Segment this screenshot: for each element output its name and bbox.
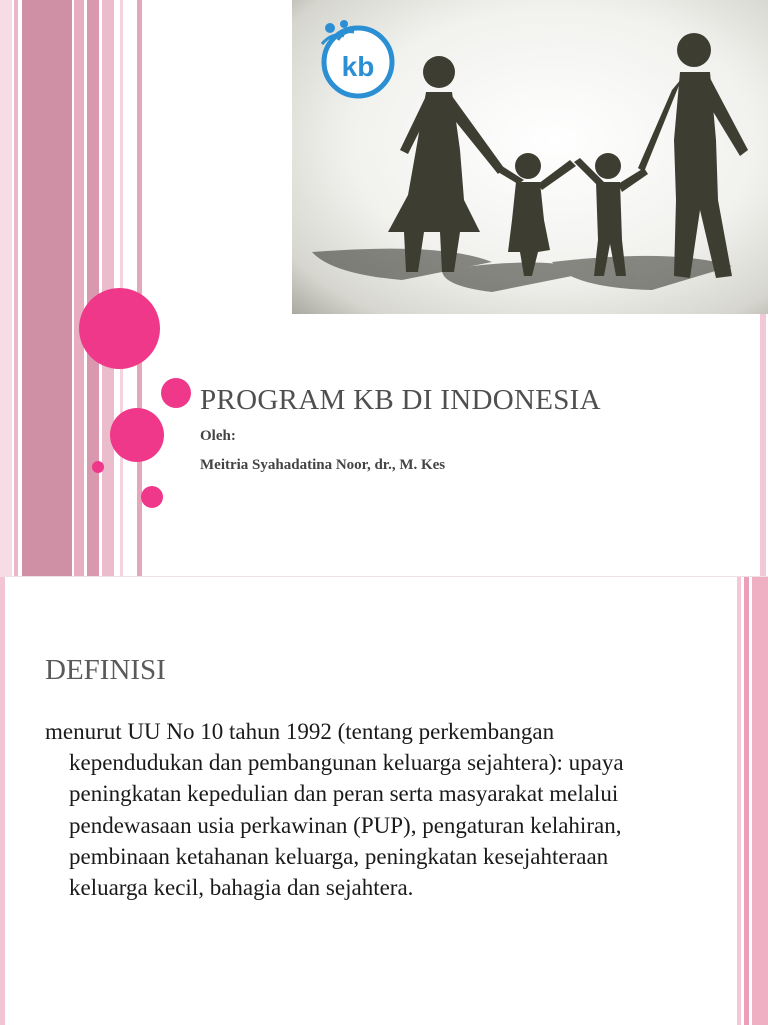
- decorative-stripe: [87, 0, 99, 576]
- decorative-circle: [79, 288, 160, 369]
- decorative-stripe: [14, 0, 18, 576]
- decorative-stripe: [760, 314, 766, 576]
- presentation-title: PROGRAM KB DI INDONESIA: [200, 384, 601, 416]
- decorative-stripe: [22, 0, 72, 576]
- decorative-stripe: [0, 0, 12, 576]
- by-label: Oleh:: [200, 428, 236, 444]
- svg-text:kb: kb: [341, 51, 375, 82]
- decorative-circle: [110, 408, 164, 462]
- decorative-stripe: [744, 577, 749, 1025]
- decorative-circle: [141, 486, 163, 508]
- family-silhouette-image: [292, 0, 768, 314]
- decorative-stripe: [137, 0, 142, 576]
- decorative-stripe: [74, 0, 84, 576]
- kb-logo-icon: [322, 20, 392, 96]
- decorative-circle: [92, 461, 104, 473]
- decorative-stripe: [752, 577, 768, 1025]
- section-heading: DEFINISI: [45, 654, 166, 686]
- author-name: Meitria Syahadatina Noor, dr., M. Kes: [200, 457, 446, 473]
- family-photo: [292, 0, 768, 314]
- decorative-circle: [161, 378, 191, 408]
- decorative-stripe: [737, 577, 741, 1025]
- definition-text: menurut UU No 10 tahun 1992 (tentang perkembangan kependudukan dan pembangunan keluarga sejahtera): upaya peningkatan kepedulian dan peran serta masyarakat melalui pendewasaan usia perkawinan (PUP), pengaturan kelahiran, pembinaan ketahanan keluarga, peningkatan kesejahteraan keluarga kecil, bahagia dan sejahtera.: [45, 719, 624, 901]
- decorative-stripe: [0, 577, 5, 1025]
